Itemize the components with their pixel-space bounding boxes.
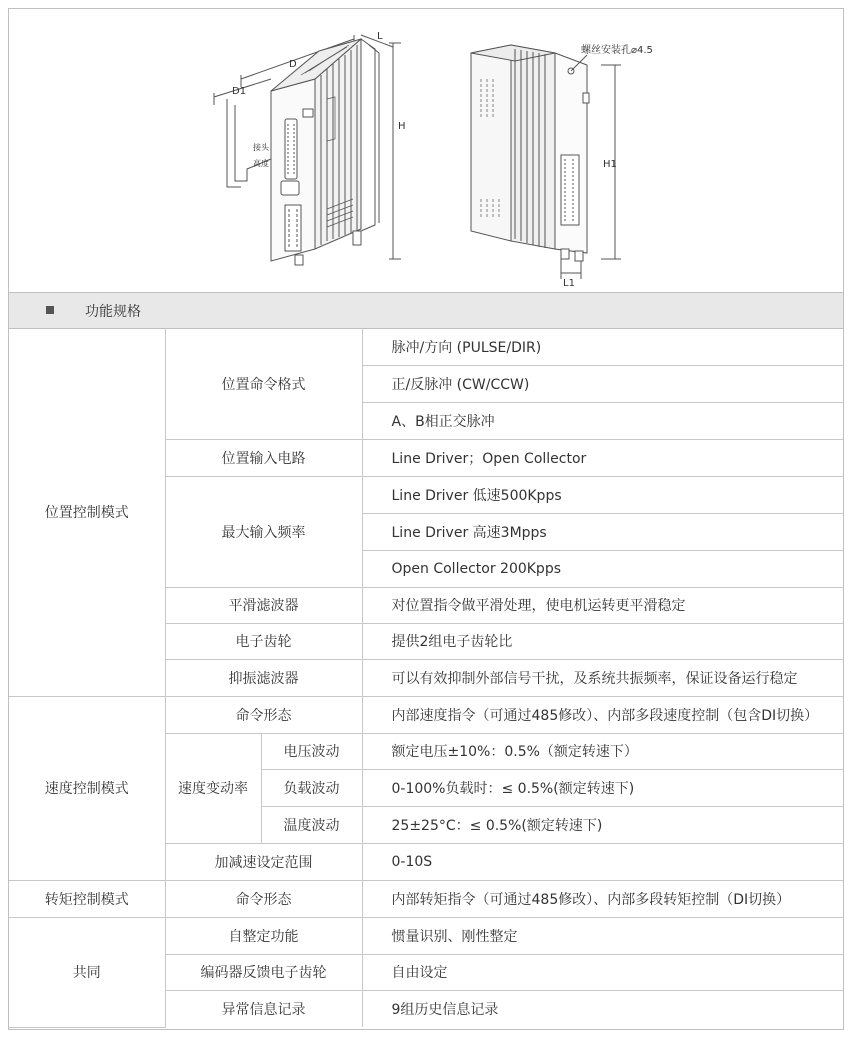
position-input-circuit-label: 位置输入电路 [165,439,362,476]
row-header-speed-mode: 速度控制模式 [9,696,165,880]
section-header [9,292,843,329]
label-h1: H1 [603,159,617,170]
voltage-fluctuation-value: 额定电压±10%：0.5%（额定转速下） [362,733,843,769]
max-input-freq-label: 最大输入频率 [165,476,362,587]
row-header-common: 共同 [9,917,165,1027]
label-h: H [398,121,406,132]
bullet-square-icon [46,306,54,314]
alarm-log-label: 异常信息记录 [165,990,362,1027]
table-row [9,917,843,954]
max-freq-value-3: Open Collector 200Kpps [362,550,843,587]
label-l: L [377,31,383,42]
position-cmd-value-2: 正/反脉冲 (CW/CCW) [362,365,843,402]
torque-cmd-form-value: 内部转矩指令（可通过485修改）、内部多段转矩控制（DI切换） [362,880,843,917]
table-row [9,329,843,365]
spec-sheet-frame [8,8,844,1030]
position-cmd-value-1: 脉冲/方向 (PULSE/DIR) [362,329,843,365]
speed-cmd-form-label: 命令形态 [165,696,362,733]
label-l1: L1 [563,278,575,289]
max-freq-value-2: Line Driver 高速3Mpps [362,513,843,550]
temperature-fluctuation-label: 温度波动 [261,806,362,843]
smooth-filter-value: 对位置指令做平滑处理，使电机运转更平滑稳定 [362,587,843,623]
table-row [9,880,843,917]
electronic-gear-value: 提供2组电子齿轮比 [362,623,843,659]
accel-range-value: 0-10S [362,843,843,880]
front-view-drawing [214,35,401,265]
section-title: 功能规格 [85,304,141,320]
rear-view-drawing [471,45,621,279]
alarm-log-value: 9组历史信息记录 [362,990,843,1027]
table-row [9,696,843,733]
temperature-fluctuation-value: 25±25°C：≤ 0.5%(额定转速下) [362,806,843,843]
position-input-circuit-value: Line Driver；Open Collector [362,439,843,476]
speed-variation-label: 速度变动率 [165,733,261,843]
accel-range-label: 加减速设定范围 [165,843,362,880]
encoder-gear-value: 自由设定 [362,954,843,990]
vibration-filter-value: 可以有效抑制外部信号干扰，及系统共振频率，保证设备运行稳定 [362,659,843,696]
label-height: 高度 [253,159,269,168]
label-d: D [289,59,297,70]
product-dimension-drawing [9,9,843,292]
auto-tune-label: 自整定功能 [165,917,362,954]
load-fluctuation-value: 0-100%负载时：≤ 0.5%(额定转速下) [362,769,843,806]
encoder-gear-label: 编码器反馈电子齿轮 [165,954,362,990]
row-header-torque-mode: 转矩控制模式 [9,880,165,917]
smooth-filter-label: 平滑滤波器 [165,587,362,623]
label-screw-hole: 螺丝安装孔⌀4.5 [581,45,653,56]
position-cmd-value-3: A、B相正交脉冲 [362,402,843,439]
electronic-gear-label: 电子齿轮 [165,623,362,659]
auto-tune-value: 惯量识别、刚性整定 [362,917,843,954]
speed-cmd-form-value: 内部速度指令（可通过485修改）、内部多段速度控制（包含DI切换） [362,696,843,733]
row-header-position-mode: 位置控制模式 [9,329,165,696]
max-freq-value-1: Line Driver 低速500Kpps [362,476,843,513]
label-connector: 接头 [253,143,269,152]
position-cmd-format-label: 位置命令格式 [165,329,362,439]
vibration-filter-label: 抑振滤波器 [165,659,362,696]
voltage-fluctuation-label: 电压波动 [261,733,362,769]
torque-cmd-form-label: 命令形态 [165,880,362,917]
load-fluctuation-label: 负载波动 [261,769,362,806]
spec-table [9,329,843,1028]
label-d1: D1 [232,86,247,97]
